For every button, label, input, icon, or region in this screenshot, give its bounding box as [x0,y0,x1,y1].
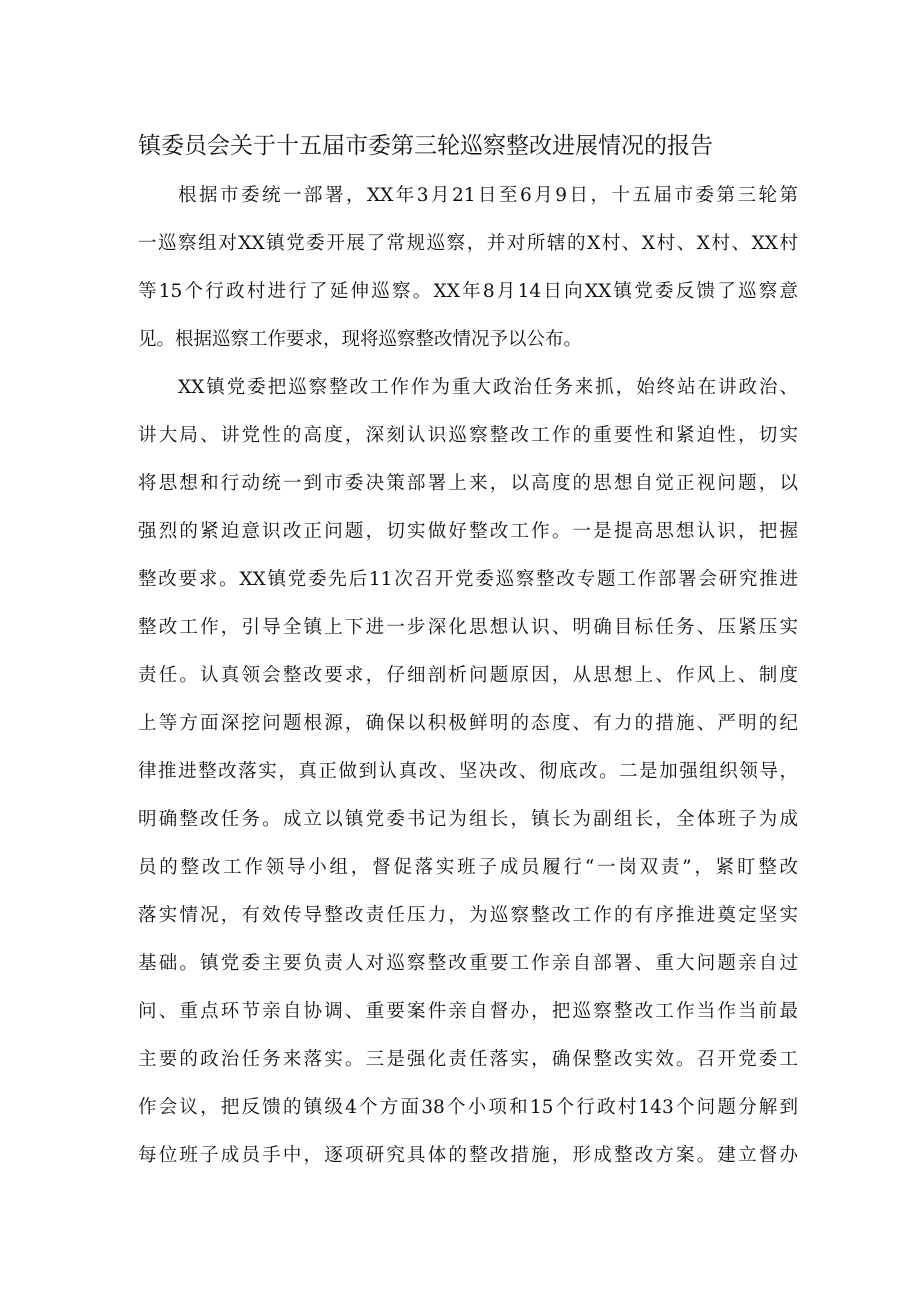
text-line: 责任。认真领会整改要求，仔细剖析问题原因，从思想上、作风上、制度 [138,665,798,686]
text-line: 主要的政治任务来落实。三是强化责任落实，确保整改实效。召开党委工 [138,1049,798,1070]
text-line: 整改工作，引导全镇上下进一步深化思想认识、明确目标任务、压紧压实 [138,617,798,638]
text-line: 基础。镇党委主要负责人对巡察整改重要工作亲自部署、重大问题亲自过 [138,953,798,974]
text-line: 落实情况，有效传导整改责任压力，为巡察整改工作的有序推进奠定坚实 [138,905,798,926]
text-line: 根据市委统一部署，XX年3月21日至6月9日，十五届市委第三轮第 [178,185,798,206]
paragraph-1 [138,172,798,364]
text-line: 明确整改任务。成立以镇党委书记为组长，镇长为副组长，全体班子为成 [138,809,798,830]
text-line: 强烈的紧迫意识改正问题，切实做好整改工作。一是提高思想认识，把握 [138,521,798,542]
text-line: 整改要求。XX镇党委先后11次召开党委巡察整改专题工作部署会研究推进 [138,569,798,590]
text-line: 一巡察组对XX镇党委开展了常规巡察，并对所辖的X村、X村、X村、XX村 [138,233,798,254]
text-line: 等15个行政村进行了延伸巡察。XX年8月14日向XX镇党委反馈了巡察意 [138,281,798,302]
text-line: 员的整改工作领导小组，督促落实班子成员履行“一岗双责”，紧盯整改 [138,857,798,878]
text-line: 讲大局、讲党性的高度，深刻认识巡察整改工作的重要性和紧迫性，切实 [138,425,798,446]
text-line: 律推进整改落实，真正做到认真改、坚决改、彻底改。二是加强组织领导， [138,761,798,782]
text-line: 将思想和行动统一到市委决策部署上来，以高度的思想自觉正视问题，以 [138,473,798,494]
text-line: 上等方面深挖问题根源，确保以积极鲜明的态度、有力的措施、严明的纪 [138,713,798,734]
text-line: XX镇党委把巡察整改工作作为重大政治任务来抓，始终站在讲政治、 [178,377,798,398]
text-line: 作会议，把反馈的镇级4个方面38个小项和15个行政村143个问题分解到 [138,1097,798,1118]
text-line: 见。根据巡察工作要求，现将巡察整改情况予以公布。 [138,329,583,350]
text-line: 每位班子成员手中，逐项研究具体的整改措施，形成整改方案。建立督办 [138,1145,798,1166]
document-title: 镇委员会关于十五届市委第三轮巡察整改进展情况的报告 [138,133,713,159]
paragraph-2 [138,364,798,1180]
text-line: 问、重点环节亲自协调、重要案件亲自督办，把巡察整改工作当作当前最 [138,1001,798,1022]
